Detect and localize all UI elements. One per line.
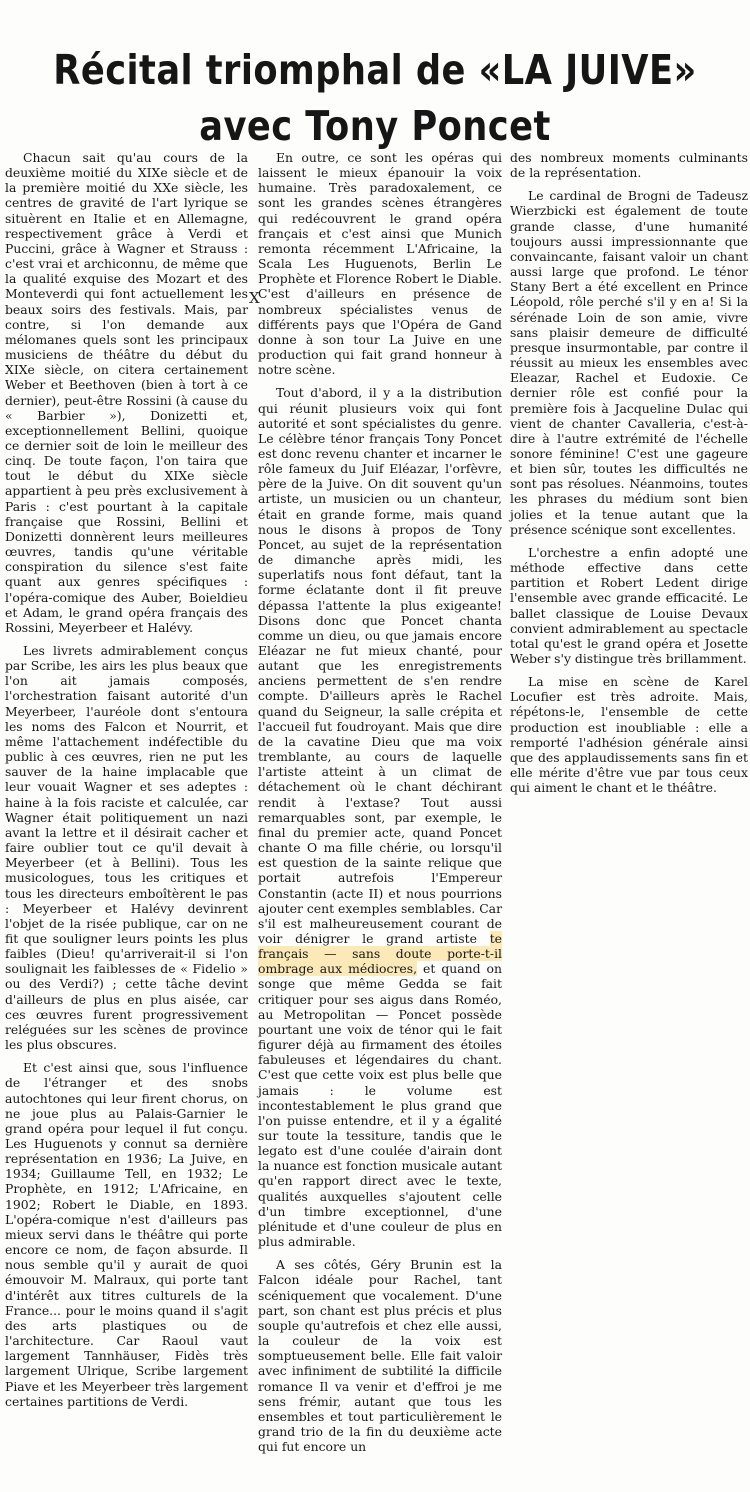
- article-column-1: [5, 150, 248, 1409]
- paragraph: La mise en scène de Karel Locufier est très adroite. Mais, répétons-le, l'ensemble de cette production est inoubliable : elle a remporté l'adhésion générale ainsi que des applaudissements sans fin et elle mérite d'être vue par tous ceux qui aiment le chant et le théâtre.: [510, 674, 748, 796]
- headline: [53, 42, 698, 154]
- paragraph: Et c'est ainsi que, sous l'influence de l'étranger et des snobs autochtones qui leur firent chorus, on ne joue plus au Palais-Garnier le grand opéra pour lequel il fut conçu. Les Huguenots y connut sa dernière représentation en 1936; La Juive, en 1934; Guillaume Tell, en 1932; Le Prophète, en 1912; L'Africaine, en 1902; Robert le Diable, en 1893. L'opéra-comique n'est d'ailleurs pas mieux servi dans le théâtre qui porte encore ce nom, de façon absurde. Il nous semble qu'il y aurait de quoi émouvoir M. Malraux, qui porte tant d'intérêt aux titres culturels de la France... pour le moins quand il s'agit des arts plastiques ou de l'architecture. Car Raoul vaut largement Tannhäuser, Fidès très largement Ulrique, Scribe largement Piave et les Meyerbeer très largement certaines partitions de Verdi.: [5, 1060, 248, 1409]
- headline-line-2: avec Tony Poncet: [199, 102, 551, 150]
- headline-line-1: Récital triomphal de «LA JUIVE»: [53, 46, 697, 94]
- paragraph-text: et quand on songe que même Gedda se fait critiquer pour ses aigus dans Roméo, au Metropolitan — Poncet possède pourtant une voix de ténor qui le fait figurer déjà au firmament des étoiles fabuleuses et légendaires du chant. C'est que cette voix est plus belle que jamais : le volume est incontestablement le plus grand que l'on puisse entendre, et il y a égalité sur toute la tessiture, tandis que le legato est d'une coulée d'airain dont la nuance est fonction musicale autant qu'en rapport direct avec le texte, qualités auxquelles s'ajoutent celle d'un timbre exceptionnel, d'une plénitude et d'une couleur de plus en plus admirable.: [258, 961, 502, 1250]
- paragraph-text: Tout d'abord, il y a la distribution qui réunit plusieurs voix qui font autorité et sont spécialistes du genre. Le célèbre ténor français Tony Poncet est donc revenu chanter et incarner le rôle fameux du Juif Eléazar, l'orfèvre, père de la Juive. On dit souvent qu'un artiste, un musicien ou un chanteur, était en grande forme, mais quand nous le disons à propos de Tony Poncet, au sujet de la représentation de dimanche après midi, les superlatifs nous font défaut, tant la forme éclatante dont il fit preuve dépassa l'attente la plus exigeante! Disons donc que Poncet chanta comme un dieu, ou que jamais encore Eléazar ne fut mieux chanté, pour autant que les enregistrements anciens permettent de s'en rendre compte. D'ailleurs après le Rachel quand du Seigneur, la salle crépita et l'accueil fut foudroyant. Mais que dire de la cavatine Dieu que ma voix tremblante, au cours de laquelle l'artiste atteint à un climat de détachement où le chant déchirant rendit à l'extase? Tout aussi remarquables sont, par exemple, le final du premier acte, quand Poncet chante O ma fille chérie, ou lorsqu'il est question de la sainte relique que portait autrefois l'Empereur Constantin (acte II) et nous pourrions ajouter cent exemples semblables. Car s'il est malheureusement courant de voir dénigrer le grand artiste: [258, 385, 502, 946]
- paragraph: L'orchestre a enfin adopté une méthode effective dans cette partition et Robert Ledent dirige l'ensemble avec grande efficacité. Le ballet classique de Louise Devaux convient admirablement au spectacle total qu'est le grand opéra et Josette Weber s'y distingue très brillamment.: [510, 544, 748, 666]
- paragraph: des nombreux moments culminants de la représentation.: [510, 150, 748, 181]
- handwritten-mark: X: [249, 289, 260, 307]
- paragraph: En outre, ce sont les opéras qui laissent le mieux épanouir la voix humaine. Très paradoxalement, ce sont les grandes scènes étrangères qui redécouvrent le grand opéra français et c'est ainsi que Munich remonta récemment L'Africaine, la Scala Les Huguenots, Berlin Le Prophète et Florence Robert le Diable. C'est d'ailleurs en présence de nombreux spécialistes venus de différents pays que l'Opéra de Gand donne à son tour La Juive en une production qui fait grand honneur à notre scène.: [258, 150, 502, 378]
- paragraph: [258, 385, 502, 1249]
- article-column-2: [258, 150, 502, 1454]
- paragraph: Les livrets admirablement conçus par Scribe, les airs les plus beaux que l'on ait jamais composés, l'orchestration faisant autorité d'un Meyerbeer, l'auréole dont s'entoura les noms des Falcon et Nourrit, et même l'attachement indéfectible du public à ces œuvres, rien ne put les sauver de la haine implacable que leur vouait Wagner et ses adeptes : haine à la fois raciste et calculée, car Wagner était politiquement un nazi avant la lettre et il désirait cacher et faire oublier tout ce qu'il devait à Meyerbeer (et à Bellini). Tous les musicologues, tous les critiques et tous les directeurs emboîtèrent le pas : Meyerbeer et Halévy devinrent l'objet de la risée publique, car on ne fit que souligner leurs points les plus faibles (Dieu! qu'arriverait-il si l'on soulignait les faiblesses de « Fidelio » ou des Verdi?) ; cette tâche devint d'ailleurs de plus en plus aisée, car ces œuvres furent progressivement reléguées sur les scènes de province les plus obscures.: [5, 643, 248, 1053]
- paragraph: Chacun sait qu'au cours de la deuxième moitié du XIXe siècle et de la première moitié du XXe siècle, les centres de gravité de l'art lyrique se situèrent en Italie et en Allemagne, respectivement grâce à Verdi et Puccini, grâce à Wagner et Strauss : c'est vrai et archiconnu, de même que la qualité exquise des Mozart et des Monteverdi qui font actuellement les beaux soirs des festivals. Mais, par contre, si l'on demande aux mélomanes quels sont les principaux musiciens de théâtre du début du XIXe siècle, on citera certainement Weber et Beethoven (bien à tort à ce dernier), peut-être Rossini (à cause du « Barbier »), Donizetti et, exceptionnellement Bellini, quoique ce dernier soit de loin le meilleur des cinq. De toute façon, l'on taira que tout le début du XIXe siècle appartient à peu près exclusivement à Paris : c'est pourtant à la capitale française que Rossini, Bellini et Donizetti donnèrent leurs meilleures œuvres, tandis qu'une véritable conspiration du silence s'est faite quant aux genres spécifiques : l'opéra-comique des Auber, Boieldieu et Adam, le grand opéra français des Rossini, Meyerbeer et Halévy.: [5, 150, 248, 635]
- article-column-3: [510, 150, 748, 795]
- paragraph: A ses côtés, Géry Brunin est la Falcon idéale pour Rachel, tant scéniquement que vocalement. D'une part, son chant est plus précis et plus souple qu'autrefois et chez elle aussi, la couleur de la voix est somptueusement belle. Elle fait valoir avec infiniment de subtilité la difficile romance Il va venir et d'effroi je me sens frémir, autant que tous les ensembles et tout particulièrement le grand trio de la fin du deuxième acte qui fut encore un: [258, 1257, 502, 1455]
- paragraph: Le cardinal de Brogni de Tadeusz Wierzbicki est également de toute grande classe, d'une humanité toujours aussi impressionnante que convaincante, faisant valoir un chant aussi large que profond. Le ténor Stany Bert a été excellent en Prince Léopold, rôle perché s'il y en a! Si la sérénade Loin de son amie, vivre sans plaisir demeure de difficulté presque insurmontable, par contre il réussit au mieux les ensembles avec Eleazar, Rachel et Eudoxie. Ce dernier rôle est confié pour la première fois à Jacqueline Dulac qui vient de chanter Cavalleria, c'est-à-dire à l'autre extrémité de l'échelle sonore féminine! C'est une gageure et bien sûr, toutes les difficultés ne sont pas résolues. Néanmoins, toutes les phrases du médium sont bien jolies et la tenue autant que la présence scénique sont excellentes.: [510, 188, 748, 537]
- highlighted-passage: te français — sans doute porte-t-il ombrage aux médiocres,: [258, 930, 502, 977]
